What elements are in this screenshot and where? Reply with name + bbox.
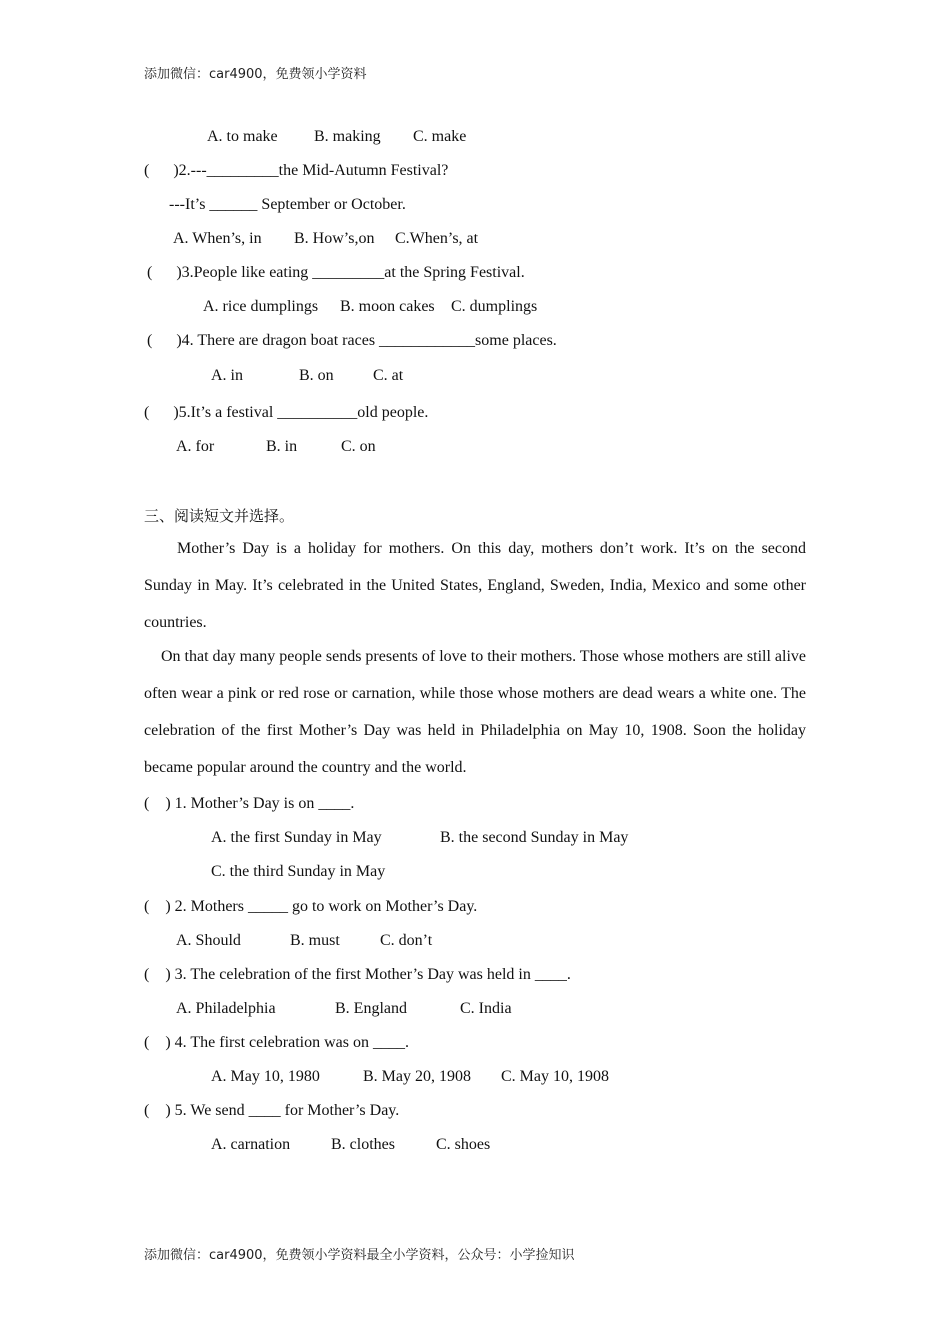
- reading-q4-stem: ( ) 4. The first celebration was on ____.: [144, 1034, 409, 1051]
- reading-q2-option-b: B. must: [290, 932, 340, 949]
- passage-paragraph-1: Mother’s Day is a holiday for mothers. On this day, mothers don’t work. It’s on the second Sunday in May. It’s celebrated in the United States, England, Sweden, India, Mexico and some other countries.: [144, 540, 806, 631]
- q3-option-a: A. rice dumplings: [203, 298, 319, 315]
- reading-q3-option-c: C. India: [460, 1000, 512, 1017]
- q4-option-c: C. at: [373, 367, 404, 384]
- q1-option-c: C. make: [413, 128, 467, 145]
- reading-q1-option-a: A. the first Sunday in May: [211, 829, 382, 846]
- reading-q5-option-c: C. shoes: [436, 1136, 491, 1153]
- section-title: 三、阅读短文并选择。: [144, 507, 295, 525]
- q2-answer-line: ---It’s ______ September or October.: [169, 196, 406, 213]
- reading-passage: [144, 530, 806, 786]
- reading-q5-option-a: A. carnation: [211, 1136, 291, 1153]
- q2-stem: ( )2.---_________the Mid-Autumn Festival?: [144, 162, 449, 179]
- q2-option-a: A. When’s, in: [173, 230, 262, 247]
- reading-q2-option-c: C. don’t: [380, 932, 433, 949]
- q2-option-c: C.When’s, at: [395, 230, 479, 247]
- reading-q2-option-a: A. Should: [176, 932, 241, 949]
- reading-q1-stem: ( ) 1. Mother’s Day is on ____.: [144, 795, 355, 812]
- page-header: 添加微信：car4900，免费领小学资料: [144, 67, 367, 82]
- reading-q4-option-b: B. May 20, 1908: [363, 1068, 471, 1085]
- reading-q1-option-b: B. the second Sunday in May: [440, 829, 629, 846]
- q5-stem: ( )5.It’s a festival __________old people.: [144, 404, 429, 421]
- q1-option-b: B. making: [314, 128, 381, 145]
- q5-option-b: B. in: [266, 438, 298, 455]
- q3-option-b: B. moon cakes: [340, 298, 435, 315]
- q5-option-c: C. on: [341, 438, 376, 455]
- q5-option-a: A. for: [176, 438, 215, 455]
- reading-q1-option-c: C. the third Sunday in May: [211, 863, 386, 880]
- passage-paragraph-2: On that day many people sends presents of love to their mothers. Those whose mothers are still alive often wear a pink or red rose or carnation, while those whose mothers are dead wears a white one. The celebration of the first Mother’s Day was held in Philadelphia on May 10, 1908. Soon the holiday became popular around the country and the world.: [144, 648, 806, 776]
- reading-q4-option-c: C. May 10, 1908: [501, 1068, 609, 1085]
- q4-option-b: B. on: [299, 367, 334, 384]
- q4-option-a: A. in: [211, 367, 243, 384]
- q2-option-b: B. How’s,on: [294, 230, 375, 247]
- reading-q3-option-b: B. England: [335, 1000, 407, 1017]
- q3-option-c: C. dumplings: [451, 298, 538, 315]
- reading-q5-option-b: B. clothes: [331, 1136, 395, 1153]
- reading-q5-stem: ( ) 5. We send ____ for Mother’s Day.: [144, 1102, 400, 1119]
- q3-stem: ( )3.People like eating _________at the Spring Festival.: [147, 264, 525, 281]
- q4-stem: ( )4. There are dragon boat races ____________some places.: [147, 332, 557, 349]
- reading-q3-option-a: A. Philadelphia: [176, 1000, 276, 1017]
- page-footer: 添加微信：car4900，免费领小学资料最全小学资料，公众号：小学捡知识: [144, 1248, 575, 1263]
- reading-q4-option-a: A. May 10, 1980: [211, 1068, 320, 1085]
- reading-q3-stem: ( ) 3. The celebration of the first Mother’s Day was held in ____.: [144, 966, 571, 983]
- q1-option-a: A. to make: [207, 128, 278, 145]
- reading-q2-stem: ( ) 2. Mothers _____ go to work on Mother’s Day.: [144, 898, 478, 915]
